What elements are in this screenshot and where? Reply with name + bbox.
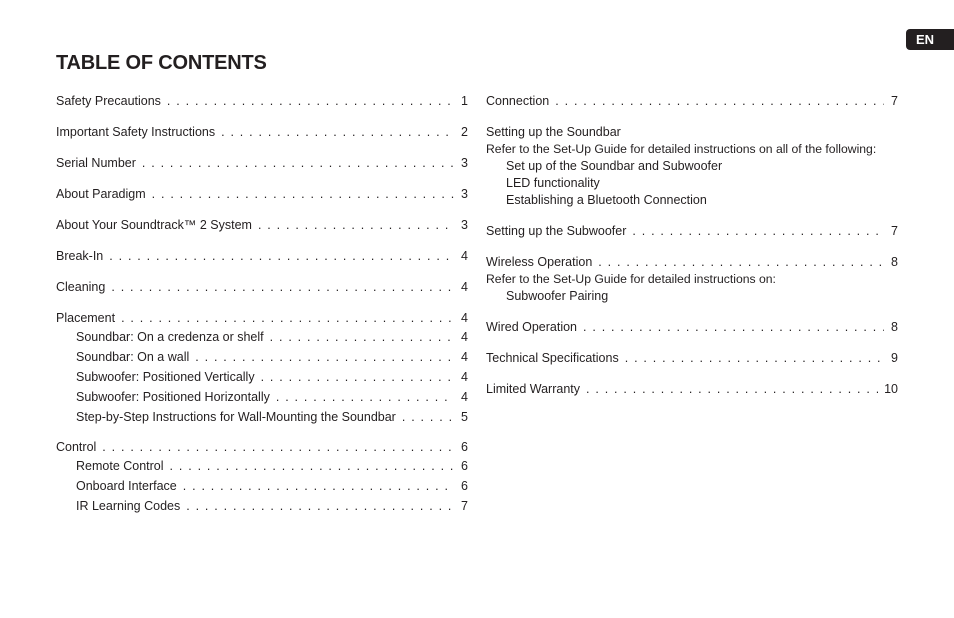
toc-page-number: 1	[461, 94, 468, 108]
toc-entry-break-in[interactable]	[56, 248, 468, 265]
toc-entry-label: IR Learning Codes	[76, 499, 181, 513]
dot-leader	[555, 93, 884, 110]
toc-subentry-subwoofer-pairing[interactable]: Subwoofer Pairing	[506, 289, 609, 303]
toc-entry-label: Wired Operation	[486, 320, 578, 334]
toc-entry-limited-warranty[interactable]	[486, 381, 898, 398]
toc-page-number: 9	[891, 351, 898, 365]
toc-entry-label: Subwoofer: Positioned Horizontally	[76, 390, 270, 404]
toc-entry-label: Setting up the Subwoofer	[486, 224, 627, 238]
toc-entry-label: Soundbar: On a wall	[76, 350, 190, 364]
toc-entry-label: Remote Control	[76, 459, 164, 473]
language-badge-text: EN	[915, 32, 935, 47]
toc-subentry-bluetooth[interactable]: Establishing a Bluetooth Connection	[506, 193, 707, 207]
dot-leader	[102, 439, 454, 456]
toc-entry-label: Step-by-Step Instructions for Wall-Mounting the Soundbar	[76, 410, 396, 424]
toc-left-column	[56, 93, 468, 516]
toc-page-number: 8	[891, 255, 898, 269]
dot-leader	[261, 367, 454, 387]
toc-entry-wireless-operation[interactable]	[486, 254, 898, 271]
toc-page-number: 4	[461, 390, 468, 404]
toc-page-number: 4	[461, 330, 468, 344]
dot-leader	[183, 476, 454, 496]
toc-entry-label: Connection	[486, 94, 550, 108]
dot-leader	[142, 155, 454, 172]
dot-leader	[270, 327, 454, 347]
toc-entry-label: Safety Precautions	[56, 94, 161, 108]
toc-subentry-remote-control[interactable]	[56, 456, 468, 476]
toc-page-number: 10	[884, 382, 898, 396]
toc-page-number: 3	[461, 187, 468, 201]
toc-entry-label: Technical Specifications	[486, 351, 619, 365]
toc-entry-label: Control	[56, 440, 97, 454]
toc-page-number: 4	[461, 370, 468, 384]
toc-page-number: 6	[461, 440, 468, 454]
toc-entry-control[interactable]	[56, 439, 468, 456]
toc-subentry-setup-soundbar-sub[interactable]: Set up of the Soundbar and Subwoofer	[506, 159, 723, 173]
dot-leader	[186, 496, 454, 516]
dot-leader	[121, 310, 454, 327]
toc-entry-label: Cleaning	[56, 280, 106, 294]
toc-page-number: 7	[891, 224, 898, 238]
toc-subentry-ir-learning[interactable]	[56, 496, 468, 516]
toc-entry-important-safety[interactable]	[56, 124, 468, 141]
toc-page-number: 4	[461, 311, 468, 325]
dot-leader	[111, 279, 454, 296]
toc-entry-connection[interactable]	[486, 93, 898, 110]
toc-page-number: 3	[461, 218, 468, 232]
toc-note: Refer to the Set-Up Guide for detailed instructions on:	[486, 272, 776, 286]
toc-page-number: 8	[891, 320, 898, 334]
dot-leader	[276, 387, 454, 407]
dot-leader	[221, 124, 454, 141]
toc-subentry-onboard-interface[interactable]	[56, 476, 468, 496]
toc-page-number: 3	[461, 156, 468, 170]
dot-leader	[195, 347, 454, 367]
dot-leader	[583, 319, 884, 336]
toc-page-number: 4	[461, 280, 468, 294]
toc-entry-label: Placement	[56, 311, 116, 325]
toc-entry-label: Onboard Interface	[76, 479, 177, 493]
dot-leader	[586, 381, 878, 398]
toc-entry-serial-number[interactable]	[56, 155, 468, 172]
toc-subentry-led-functionality[interactable]: LED functionality	[506, 176, 600, 190]
dot-leader	[258, 217, 454, 234]
toc-page-number: 7	[891, 94, 898, 108]
toc-entry-label: Wireless Operation	[486, 255, 593, 269]
toc-entry-label: Soundbar: On a credenza or shelf	[76, 330, 264, 344]
toc-entry-label: About Your Soundtrack™ 2 System	[56, 218, 252, 232]
toc-entry-label: Break-In	[56, 249, 104, 263]
toc-note: Refer to the Set-Up Guide for detailed instructions on all of the following:	[486, 142, 877, 156]
toc-entry-setting-soundbar[interactable]: Setting up the Soundbar	[486, 125, 621, 139]
toc-entry-label: About Paradigm	[56, 187, 146, 201]
toc-right-column	[486, 93, 898, 398]
toc-page-number: 6	[461, 479, 468, 493]
toc-entry-label: Limited Warranty	[486, 382, 581, 396]
toc-page-number: 6	[461, 459, 468, 473]
toc-entry-about-system[interactable]	[56, 217, 468, 234]
page-title: TABLE OF CONTENTS	[56, 52, 267, 74]
toc-entry-cleaning[interactable]	[56, 279, 468, 296]
toc-entry-technical-specifications[interactable]	[486, 350, 898, 367]
toc-page-number: 2	[461, 125, 468, 139]
dot-leader	[152, 186, 454, 203]
toc-subentry-wall-mounting[interactable]	[56, 407, 468, 427]
dot-leader	[632, 223, 884, 240]
toc-entry-wired-operation[interactable]	[486, 319, 898, 336]
toc-subentry-soundbar-wall[interactable]	[56, 347, 468, 367]
toc-page-number: 4	[461, 249, 468, 263]
toc-entry-label: Important Safety Instructions	[56, 125, 216, 139]
toc-subentry-subwoofer-vertical[interactable]	[56, 367, 468, 387]
toc-subentry-soundbar-credenza[interactable]	[56, 327, 468, 347]
language-badge	[906, 29, 954, 50]
toc-entry-safety-precautions[interactable]	[56, 93, 468, 110]
toc-page-number: 7	[461, 499, 468, 513]
toc-page-number: 5	[461, 410, 468, 424]
toc-entry-label: Subwoofer: Positioned Vertically	[76, 370, 255, 384]
dot-leader	[625, 350, 884, 367]
dot-leader	[598, 254, 884, 271]
toc-entry-setting-subwoofer[interactable]	[486, 223, 898, 240]
dot-leader	[402, 407, 454, 427]
toc-page-number: 4	[461, 350, 468, 364]
dot-leader	[170, 456, 454, 476]
dot-leader	[109, 248, 454, 265]
toc-entry-placement[interactable]	[56, 310, 468, 327]
toc-subentry-subwoofer-horizontal[interactable]	[56, 387, 468, 407]
toc-entry-label: Serial Number	[56, 156, 136, 170]
dot-leader	[167, 93, 454, 110]
toc-entry-about-paradigm[interactable]	[56, 186, 468, 203]
